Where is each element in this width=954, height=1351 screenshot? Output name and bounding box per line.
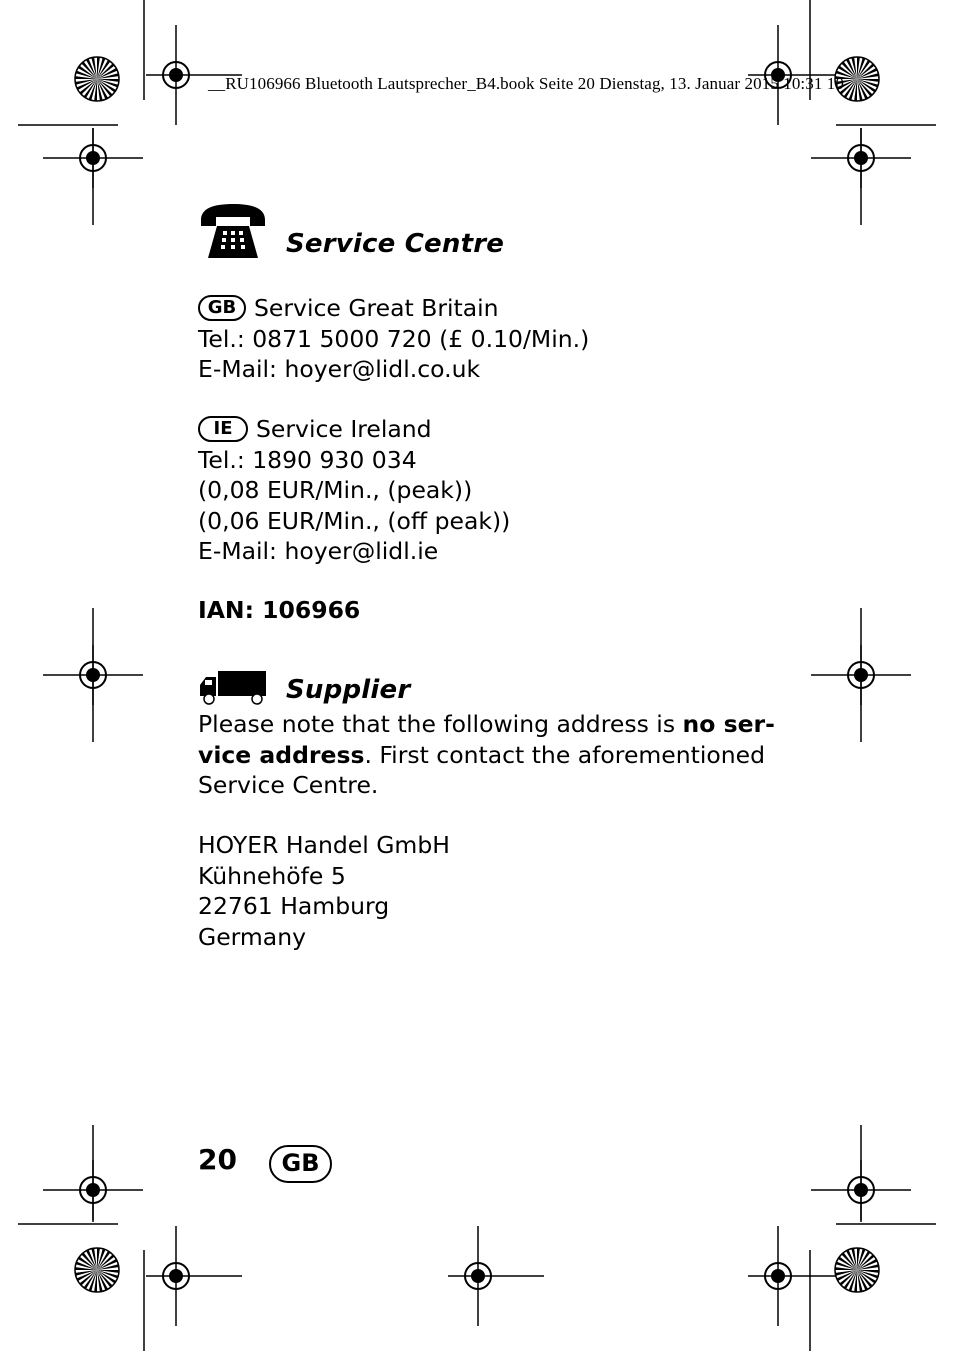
country-badge-ie: IE [198,416,248,442]
supplier-note-bold-1: no ser- [682,710,775,738]
registration-crosshair [448,1226,544,1326]
book-file-header: __RU106966 Bluetooth Lautsprecher_B4.book Seite 20 Dienstag, 13. Januar 2015 10:31 10 [208,74,844,93]
registration-crosshair [43,645,143,705]
telephone-icon [198,202,268,260]
service-gb-title: Service Great Britain [254,294,499,322]
ian-number: IAN: 106966 [198,596,361,624]
registration-crosshair [43,1160,143,1220]
supplier-note-bold-2: vice address [198,740,365,769]
supplier-heading: Supplier [286,675,411,705]
service-ie-rate-offpeak: (0,06 EUR/Min., (off peak)) [198,506,511,535]
address-line-street: Kühnehöfe 5 [198,861,346,890]
service-centre-heading: Service Centre [286,229,505,259]
registration-sunburst [835,1248,879,1292]
service-ie-block [198,414,510,567]
registration-crosshair [811,128,911,188]
service-ie-email: E-Mail: hoyer@lidl.ie [198,537,439,565]
supplier-address [198,830,450,952]
service-ie-title: Service Ireland [256,415,432,443]
registration-crosshair [43,128,143,188]
service-ie-tel: Tel.: 1890 930 034 [198,445,417,474]
registration-sunburst [75,1248,119,1292]
service-gb-tel: Tel.: 0871 5000 720 (£ 0.10/Min.) [198,324,590,353]
page-country-badge: GB [269,1145,332,1183]
supplier-note-text-2: . First contact the aforementioned [364,740,766,769]
supplier-note-text-3: Service Centre. [198,771,379,799]
registration-crosshair [748,1226,844,1326]
service-gb-email: E-Mail: hoyer@lidl.co.uk [198,355,481,383]
truck-icon [198,668,268,706]
address-line-city: 22761 Hamburg [198,892,390,920]
supplier-note-text-1: Please note that the following address is [198,710,683,738]
address-line-country: Germany [198,922,307,951]
registration-crosshair [146,1226,242,1326]
address-line-company: HOYER Handel GmbH [198,831,450,859]
registration-sunburst [75,57,119,101]
service-ie-rate-peak: (0,08 EUR/Min., (peak)) [198,476,473,504]
page-number: 20 [198,1143,237,1176]
supplier-note [198,709,775,801]
service-gb-block [198,293,589,385]
registration-crosshair [811,1160,911,1220]
registration-crosshair [811,645,911,705]
country-badge-gb: GB [198,295,246,321]
